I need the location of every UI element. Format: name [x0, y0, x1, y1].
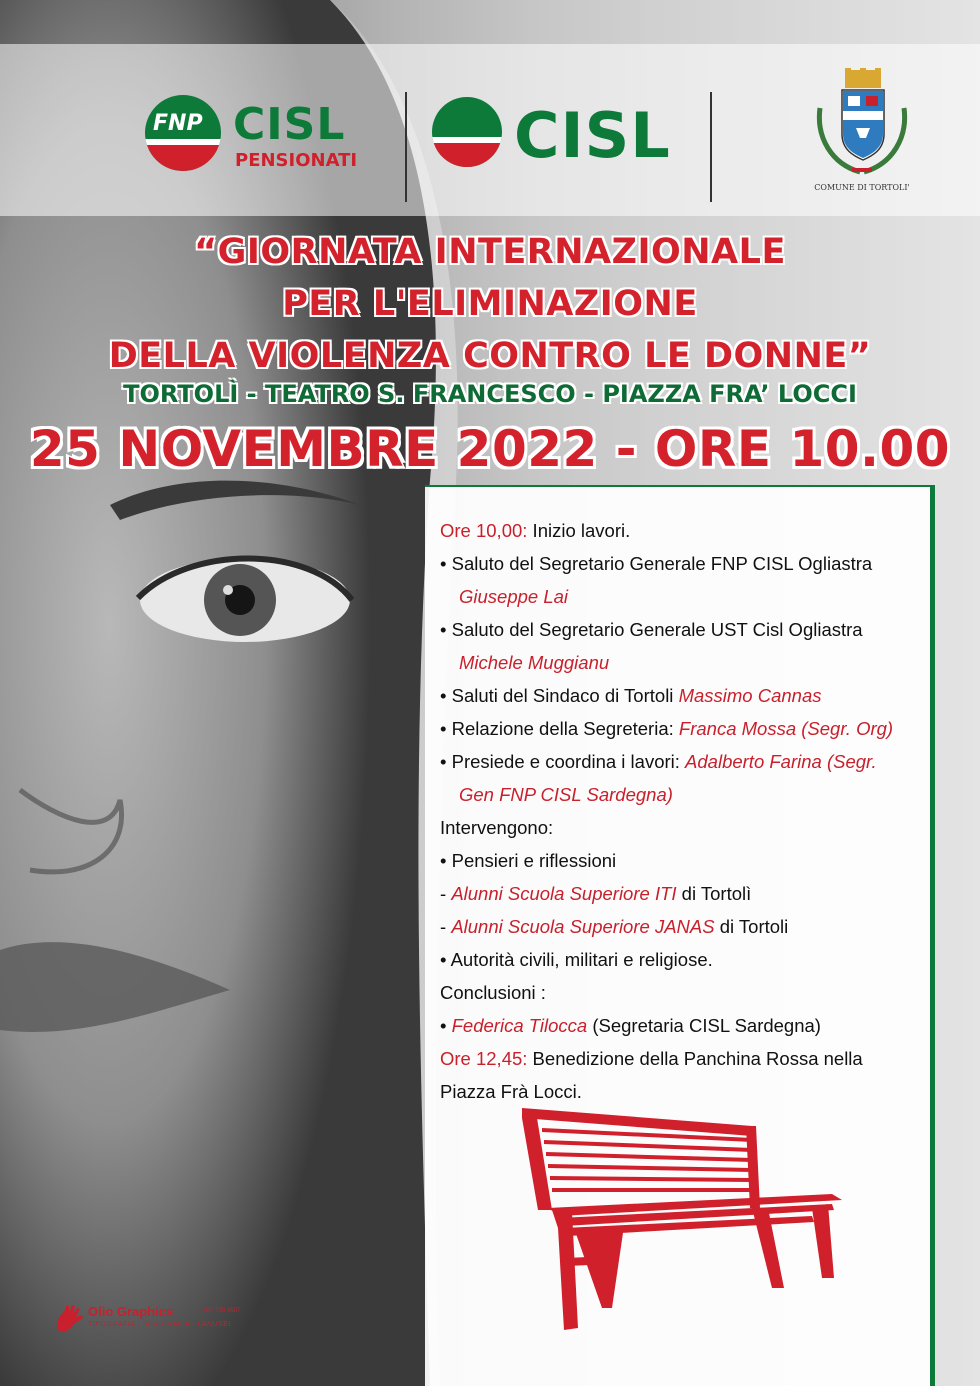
cisl-badge [432, 97, 502, 167]
panel-border-right [930, 485, 935, 1386]
event-date: 25 NOVEMBRE 2022 - ORE 10.00 [29, 420, 951, 478]
event-title [0, 226, 980, 382]
janas-dash: - [440, 916, 452, 937]
conclusions-bullet: • [440, 1015, 452, 1036]
red-bench-icon [512, 1108, 852, 1338]
comune-tortoli-crest [812, 68, 912, 196]
conclusions-role: (Segretaria CISL Sardegna) [587, 1015, 821, 1036]
printer-services: TIPOGRAFIA - SERIGRAFIA - LANUSEI [88, 1321, 231, 1328]
greeting-1: • Saluto del Segretario Generale FNP CISL Ogliastra [440, 553, 873, 574]
fnp-badge-text: FNP [153, 111, 203, 136]
logo-divider-2 [710, 92, 712, 202]
fnp-cisl-text: CISL [233, 99, 346, 150]
conclusions-item [440, 1009, 928, 1042]
fnp-badge [145, 95, 221, 171]
iti-item [440, 877, 928, 910]
printer-phone: - 327 790 4507 [200, 1308, 241, 1314]
greeting-2-name: Michele Muggianu [459, 652, 610, 673]
mayor-name: Massimo Cannas [678, 685, 822, 706]
thoughts-item: • Pensieri e riflessioni [440, 850, 617, 871]
fnp-cisl-pensionati-logo [145, 95, 375, 175]
janas-town: di Tortoli [714, 916, 789, 937]
iti-name: Alunni Scuola Superiore ITI [451, 883, 677, 904]
end-text: Benedizione della Panchina Rossa nella [527, 1048, 863, 1069]
report-text: • Relazione della Segreteria: [440, 718, 679, 739]
program-list [440, 514, 928, 1108]
end-text-cont: Piazza Frà Locci. [440, 1081, 582, 1102]
start-time: Ore 10,00: [440, 520, 528, 541]
authorities-item: • Autorità civili, militari e religiose. [440, 949, 713, 970]
start-text: Inizio lavori. [527, 520, 631, 541]
title-line-2: PER L'ELIMINAZIONE [282, 284, 698, 324]
cisl-logo [432, 97, 692, 171]
conclusions-label: Conclusioni : [440, 982, 546, 1003]
janas-name: Alunni Scuola Superiore JANAS [451, 916, 715, 937]
speakers-label: Intervengono: [440, 817, 554, 838]
printer-credit [54, 1304, 274, 1336]
janas-item [440, 910, 928, 943]
chair-item [440, 745, 928, 778]
cisl-text: CISL [514, 99, 671, 172]
chair-name-cont: Gen FNP CISL Sardegna) [459, 784, 673, 805]
event-venue: TORTOLÌ - TEATRO S. FRANCESCO - PIAZZA FRA’ LOCCI [123, 380, 857, 408]
chair-text: • Presiede e coordina i lavori: [440, 751, 686, 772]
conclusions-name: Federica Tilocca [451, 1015, 588, 1036]
logo-divider-1 [405, 92, 407, 202]
program-end [440, 1042, 928, 1075]
program-start [440, 514, 928, 547]
iti-town: di Tortolì [676, 883, 752, 904]
mayor-greeting [440, 679, 928, 712]
chair-name: Adalberto Farina (Segr. [685, 751, 877, 772]
mayor-text: • Saluti del Sindaco di Tortoli [440, 685, 679, 706]
greeting-2: • Saluto del Segretario Generale UST Cisl Ogliastra [440, 619, 863, 640]
title-line-1: “GIORNATA INTERNAZIONALE [194, 232, 786, 272]
iti-dash: - [440, 883, 452, 904]
crest-icon [812, 68, 912, 180]
fnp-pensionati-text: PENSIONATI [235, 150, 358, 171]
panel-border-top [425, 485, 935, 487]
comune-label: COMUNE DI TORTOLI' [814, 183, 910, 192]
report-name: Franca Mossa (Segr. Org) [678, 718, 894, 739]
printer-name: Olio Graphics [88, 1304, 174, 1319]
hand-icon [54, 1304, 86, 1334]
greeting-1-name: Giuseppe Lai [459, 586, 569, 607]
report-item [440, 712, 928, 745]
title-line-3: DELLA VIOLENZA CONTRO LE DONNE” [108, 336, 872, 376]
end-time: Ore 12,45: [440, 1048, 528, 1069]
